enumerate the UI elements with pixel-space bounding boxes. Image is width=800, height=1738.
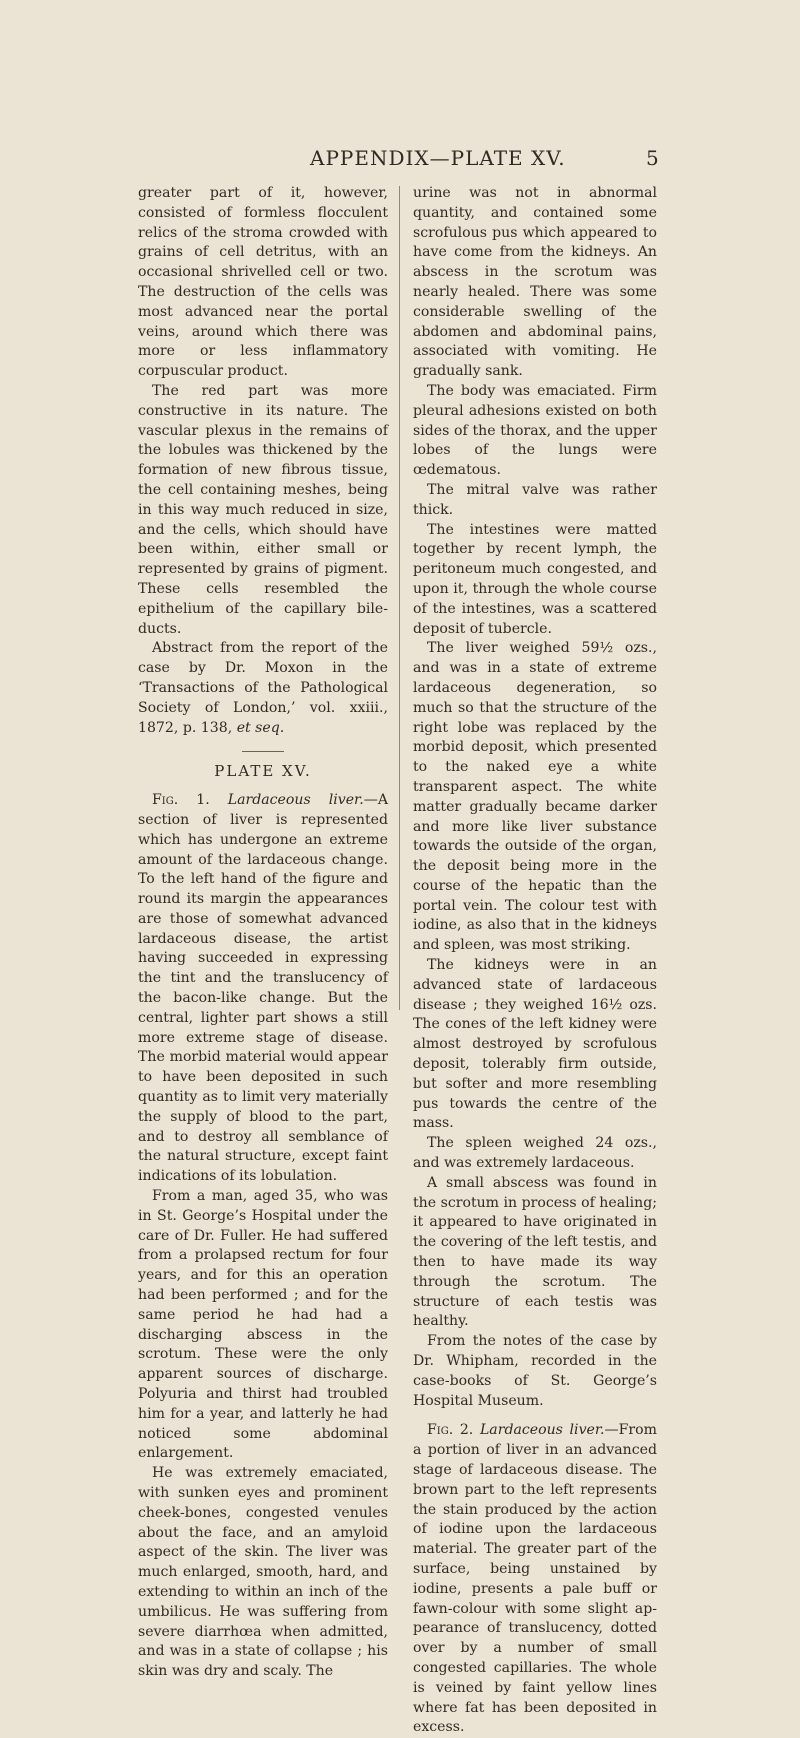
paragraph: The spleen weighed 24 ozs., and was extremely lardaceous.	[413, 1135, 657, 1172]
figure-2-label: Fig. 2.	[427, 1422, 474, 1439]
abstract-tail: et seq.	[236, 719, 285, 736]
running-head	[0, 146, 800, 172]
figure-2-text: —From a portion of liver in an advanced stage of lardaceous disease. The brown part to the left represents the stain produced by the action of iodine upon the lardaceous material. The greater part of the surface, being unstained by iodine, presents a pale buff or fawn-colour with some slight appearance of translucency, dotted over by a number of small congested capillaries. The whole is veined by faint yellow lines where fat has been deposited in excess.	[413, 1422, 658, 1736]
abstract-text: Abstract from the report of the case by Dr. Moxon in the ‘Transactions of the Pathological Society of London,’ vol. xxiii., 1872, p. 138,	[138, 640, 388, 736]
page-number: 5	[646, 146, 659, 170]
plate-heading: PLATE XV.	[214, 762, 312, 781]
paragraph: The body was emaciated. Firm pleural adhesions existed on both sides of the thorax, and the upper lobes of the lungs were œdematous.	[413, 382, 657, 479]
spacer	[413, 1411, 657, 1421]
section-divider	[242, 751, 284, 752]
figure-1-title: Lardaceous liver.	[227, 792, 364, 809]
paragraph: The red part was more constructive in its nature. The vascular plexus in the remains of the lobules was thickened by the formation of new fibrous tissue, the cell containing meshes, being in this way much reduced in size, and the cells, which should have been within, either small or represented by grains of pigment. These cells resembled the epithelium of the capillary bile-ducts.	[138, 382, 388, 637]
paragraph: From a man, aged 35, who was in St. George’s Hospital under the care of Dr. Fuller. He had suffered from a prolapsed rectum for four years, and for this an operation had been performed ; and for the same period he had had a discharging abscess in the scrotum. These were the only apparent sources of discharge. Polyuria and thirst had troubled him for a year, and latterly he had noticed some abdominal enlargement.	[138, 1188, 388, 1462]
column-rule	[399, 186, 400, 1010]
left-column	[138, 184, 388, 1682]
figure-1-paragraph	[138, 791, 388, 1187]
paragraph: greater part of it, however, consisted of formless flocculent relics of the stroma crowded with grains of cell detritus, with an occasional shrivelled cell or two. The destruction of the cells was most advanced near the portal veins, around which there was more or less inflammatory corpuscular product.	[138, 185, 388, 380]
paragraph: The mitral valve was rather thick.	[413, 481, 657, 518]
paragraph: The intestines were matted together by recent lymph, the peritoneum much congested, and upon it, through the whole course of the intestines, was a scattered deposit of tubercle.	[413, 521, 657, 637]
abstract-paragraph	[138, 639, 388, 738]
paragraph: A small abscess was found in the scrotum in process of healing; it appeared to have originated in the covering of the left testis, and then to have made its way through the scrotum. The structure of each testis was healthy.	[413, 1174, 657, 1330]
paragraph: urine was not in abnormal quantity, and contained some scrofulous pus which appeared to have come from the kidneys. An abscess in the scrotum was nearly healed. There was some considerable swelling of the abdomen and abdominal pains, associated with vomiting. He gradually sank.	[413, 185, 657, 380]
paragraph: From the notes of the case by Dr. Whipham, recorded in the case-books of St. George’s Hospital Museum.	[413, 1333, 657, 1409]
figure-2-paragraph	[413, 1421, 657, 1738]
paragraph: The liver weighed 59½ ozs., and was in a state of extreme lardaceous degeneration, so much so that the structure of the right lobe was replaced by the morbid deposit, which presented to the naked eye a white transparent aspect. The white matter gradually became darker and more like liver substance towards the outside of the organ, the deposit being more in the course of the hepatic than the portal vein. The colour test with iodine, as also that in the kidneys and spleen, was most striking.	[413, 640, 657, 954]
figure-1-label: Fig. 1.	[152, 792, 210, 809]
running-title: APPENDIX—PLATE XV.	[310, 146, 566, 170]
right-column	[413, 184, 657, 1738]
paragraph: The kidneys were in an advanced state of lardaceous disease ; they weighed 16½ ozs. The cones of the left kidney were almost destroyed by scrofulous deposit, tolerably firm outside, but softer and more resembling pus towards the centre of the mass.	[413, 957, 657, 1132]
figure-1-text: —A section of liver is represented which has undergone an extreme amount of the lardaceous change. To the left hand of the figure and round its margin the appearances are those of somewhat advanced lardaceous disease, the artist having succeeded in expressing the tint and the translucency of the bacon-like change. But the central, lighter part shows a still more extreme stage of disease. The morbid material would appear to have been deposited in such quantity as to limit very materially the supply of blood to the part, and to destroy all semblance of the natural structure, except faint indications of its lobulation.	[138, 792, 388, 1185]
figure-2-title: Lardaceous liver.	[479, 1422, 605, 1439]
paragraph: He was extremely emaciated, with sunken eyes and prominent cheek-bones, congested venules about the face, and an amyloid aspect of the skin. The liver was much enlarged, smooth, hard, and extending to within an inch of the umbilicus. He was suffering from severe diarrhœa when admitted, and was in a state of collapse ; his skin was dry and scaly. The	[138, 1465, 388, 1680]
